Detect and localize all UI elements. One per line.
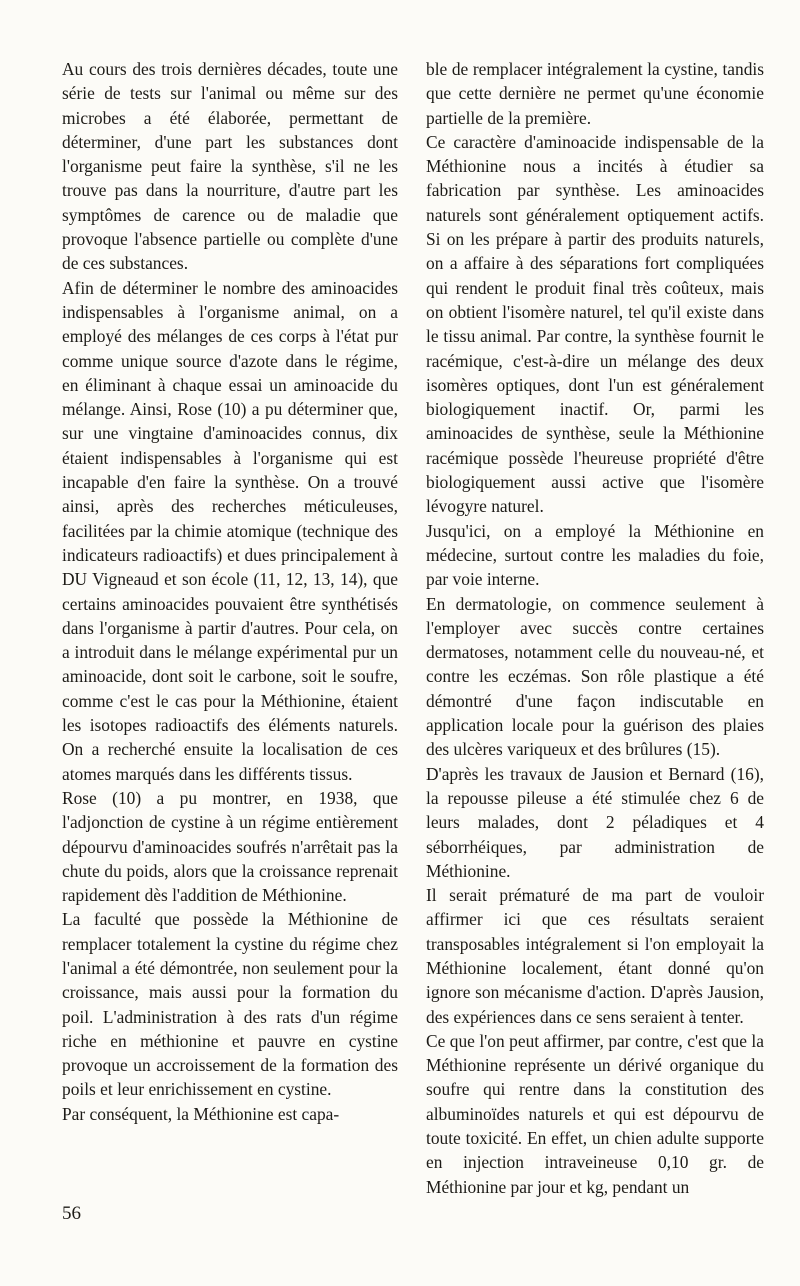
paragraph: Ce caractère d'aminoacide indispensable de la Méthionine nous a incités à étudier sa fabrication par synthèse. Les aminoacides naturels sont généralement optiquement actifs. Si on les prépare à partir des produits naturels, on a affaire à des séparations fort compliquées qui rendent le produit final très coûteux, mais on obtient l'isomère naturel, tel qu'il existe dans le tissu animal. Par contre, la synthèse fournit le racémique, c'est-à-dire un mélange des deux isomères optiques, dont l'un est généralement biologiquement inactif. Or, parmi les aminoacides de synthèse, seule la Méthionine racémique possède l'heureuse propriété d'être biologiquement aussi active que l'isomère lévogyre naturel. (426, 131, 764, 517)
paragraph: Afin de déterminer le nombre des aminoacides indispensables à l'organisme animal, on a employé des mélanges de ces corps à l'état pur comme unique source d'azote dans le régime, en éliminant à chaque essai un aminoacide du mélange. Ainsi, Rose (10) a pu déterminer que, sur une vingtaine d'aminoacides connus, dix étaient indispensables à l'organisme qui est incapable d'en faire la synthèse. On a trouvé ainsi, après des recherches méticuleuses, facilitées par la chimie atomique (technique des indicateurs radioactifs) et dues principalement à DU Vigneaud et son école (11, 12, 13, 14), que certains aminoacides pouvaient être synthétisés dans l'organisme à partir d'autres. Pour cela, on a introduit dans le mélange expérimental pur un aminoacide, dont soit le carbone, soit le soufre, comme c'est le cas pour la Méthionine, étaient les isotopes radioactifs des éléments naturels. On a recherché ensuite la localisation de ces atomes marqués dans les différents tissus. (62, 277, 398, 784)
paragraph: Rose (10) a pu montrer, en 1938, que l'adjonction de cystine à un régime entièrement dépourvu d'aminoacides soufrés n'arrêtait pas la chute du poids, alors que la croissance reprenait rapidement dès l'addition de Méthionine. (62, 787, 398, 906)
paragraph: Ce que l'on peut affirmer, par contre, c'est que la Méthionine représente un dérivé organique du soufre qui rentre dans la constitution des albuminoïdes naturels et qui est dépourvu de toute toxicité. En effet, un chien adulte supporte en injection intraveineuse 0,10 gr. de Méthionine par jour et kg, pendant un (426, 1030, 764, 1197)
page-number: 56 (62, 1203, 81, 1224)
paragraph: En dermatologie, on commence seulement à l'employer avec succès contre certaines dermatoses, notamment celle du nouveau-né, et contre les eczémas. Son rôle plastique a été démontré d'une façon indiscutable en application locale pour la guérison des plaies des ulcères variqueux et des brûlures (15). (426, 593, 764, 760)
paragraph: Jusqu'ici, on a employé la Méthionine en médecine, surtout contre les maladies du foie, par voie interne. (426, 520, 764, 590)
paragraph: ble de remplacer intégralement la cystine, tandis que cette dernière ne permet qu'une économie partielle de la première. (426, 59, 764, 128)
paragraph: D'après les travaux de Jausion et Bernard (16), la repousse pileuse a été stimulée chez 6 de leurs malades, dont 2 péladiques et 4 séborrhéiques, par administration de Méthionine. (426, 763, 764, 881)
paragraph: Il serait prématuré de ma part de vouloir affirmer ici que ces résultats seraient transposables intégralement si l'on employait la Méthionine localement, étant donné qu'on ignore son mécanisme d'action. D'après Jausion, des expériences dans ce sens seraient à tenter. (426, 885, 764, 1027)
left-column (62, 57, 398, 1126)
right-column (426, 57, 764, 1199)
paragraph: Au cours des trois dernières décades, toute une série de tests sur l'animal ou même sur des microbes a été élaborée, permettant de déterminer, d'une part les substances dont l'organisme peut faire la synthèse, s'il ne les trouve pas dans la nourriture, d'autre part les symptômes de carence ou de maladie que provoque l'absence partielle ou complète d'une de ces substances. (62, 59, 398, 274)
paragraph: La faculté que possède la Méthionine de remplacer totalement la cystine du régime chez l'animal a été démontrée, non seulement pour la croissance, mais aussi pour la formation du poil. L'administration à des rats d'un régime riche en méthionine et pauvre en cystine provoque un accroissement de la formation des poils et leur enrichissement en cystine. (62, 909, 398, 1100)
paragraph: Par conséquent, la Méthionine est capa- (62, 1103, 340, 1124)
